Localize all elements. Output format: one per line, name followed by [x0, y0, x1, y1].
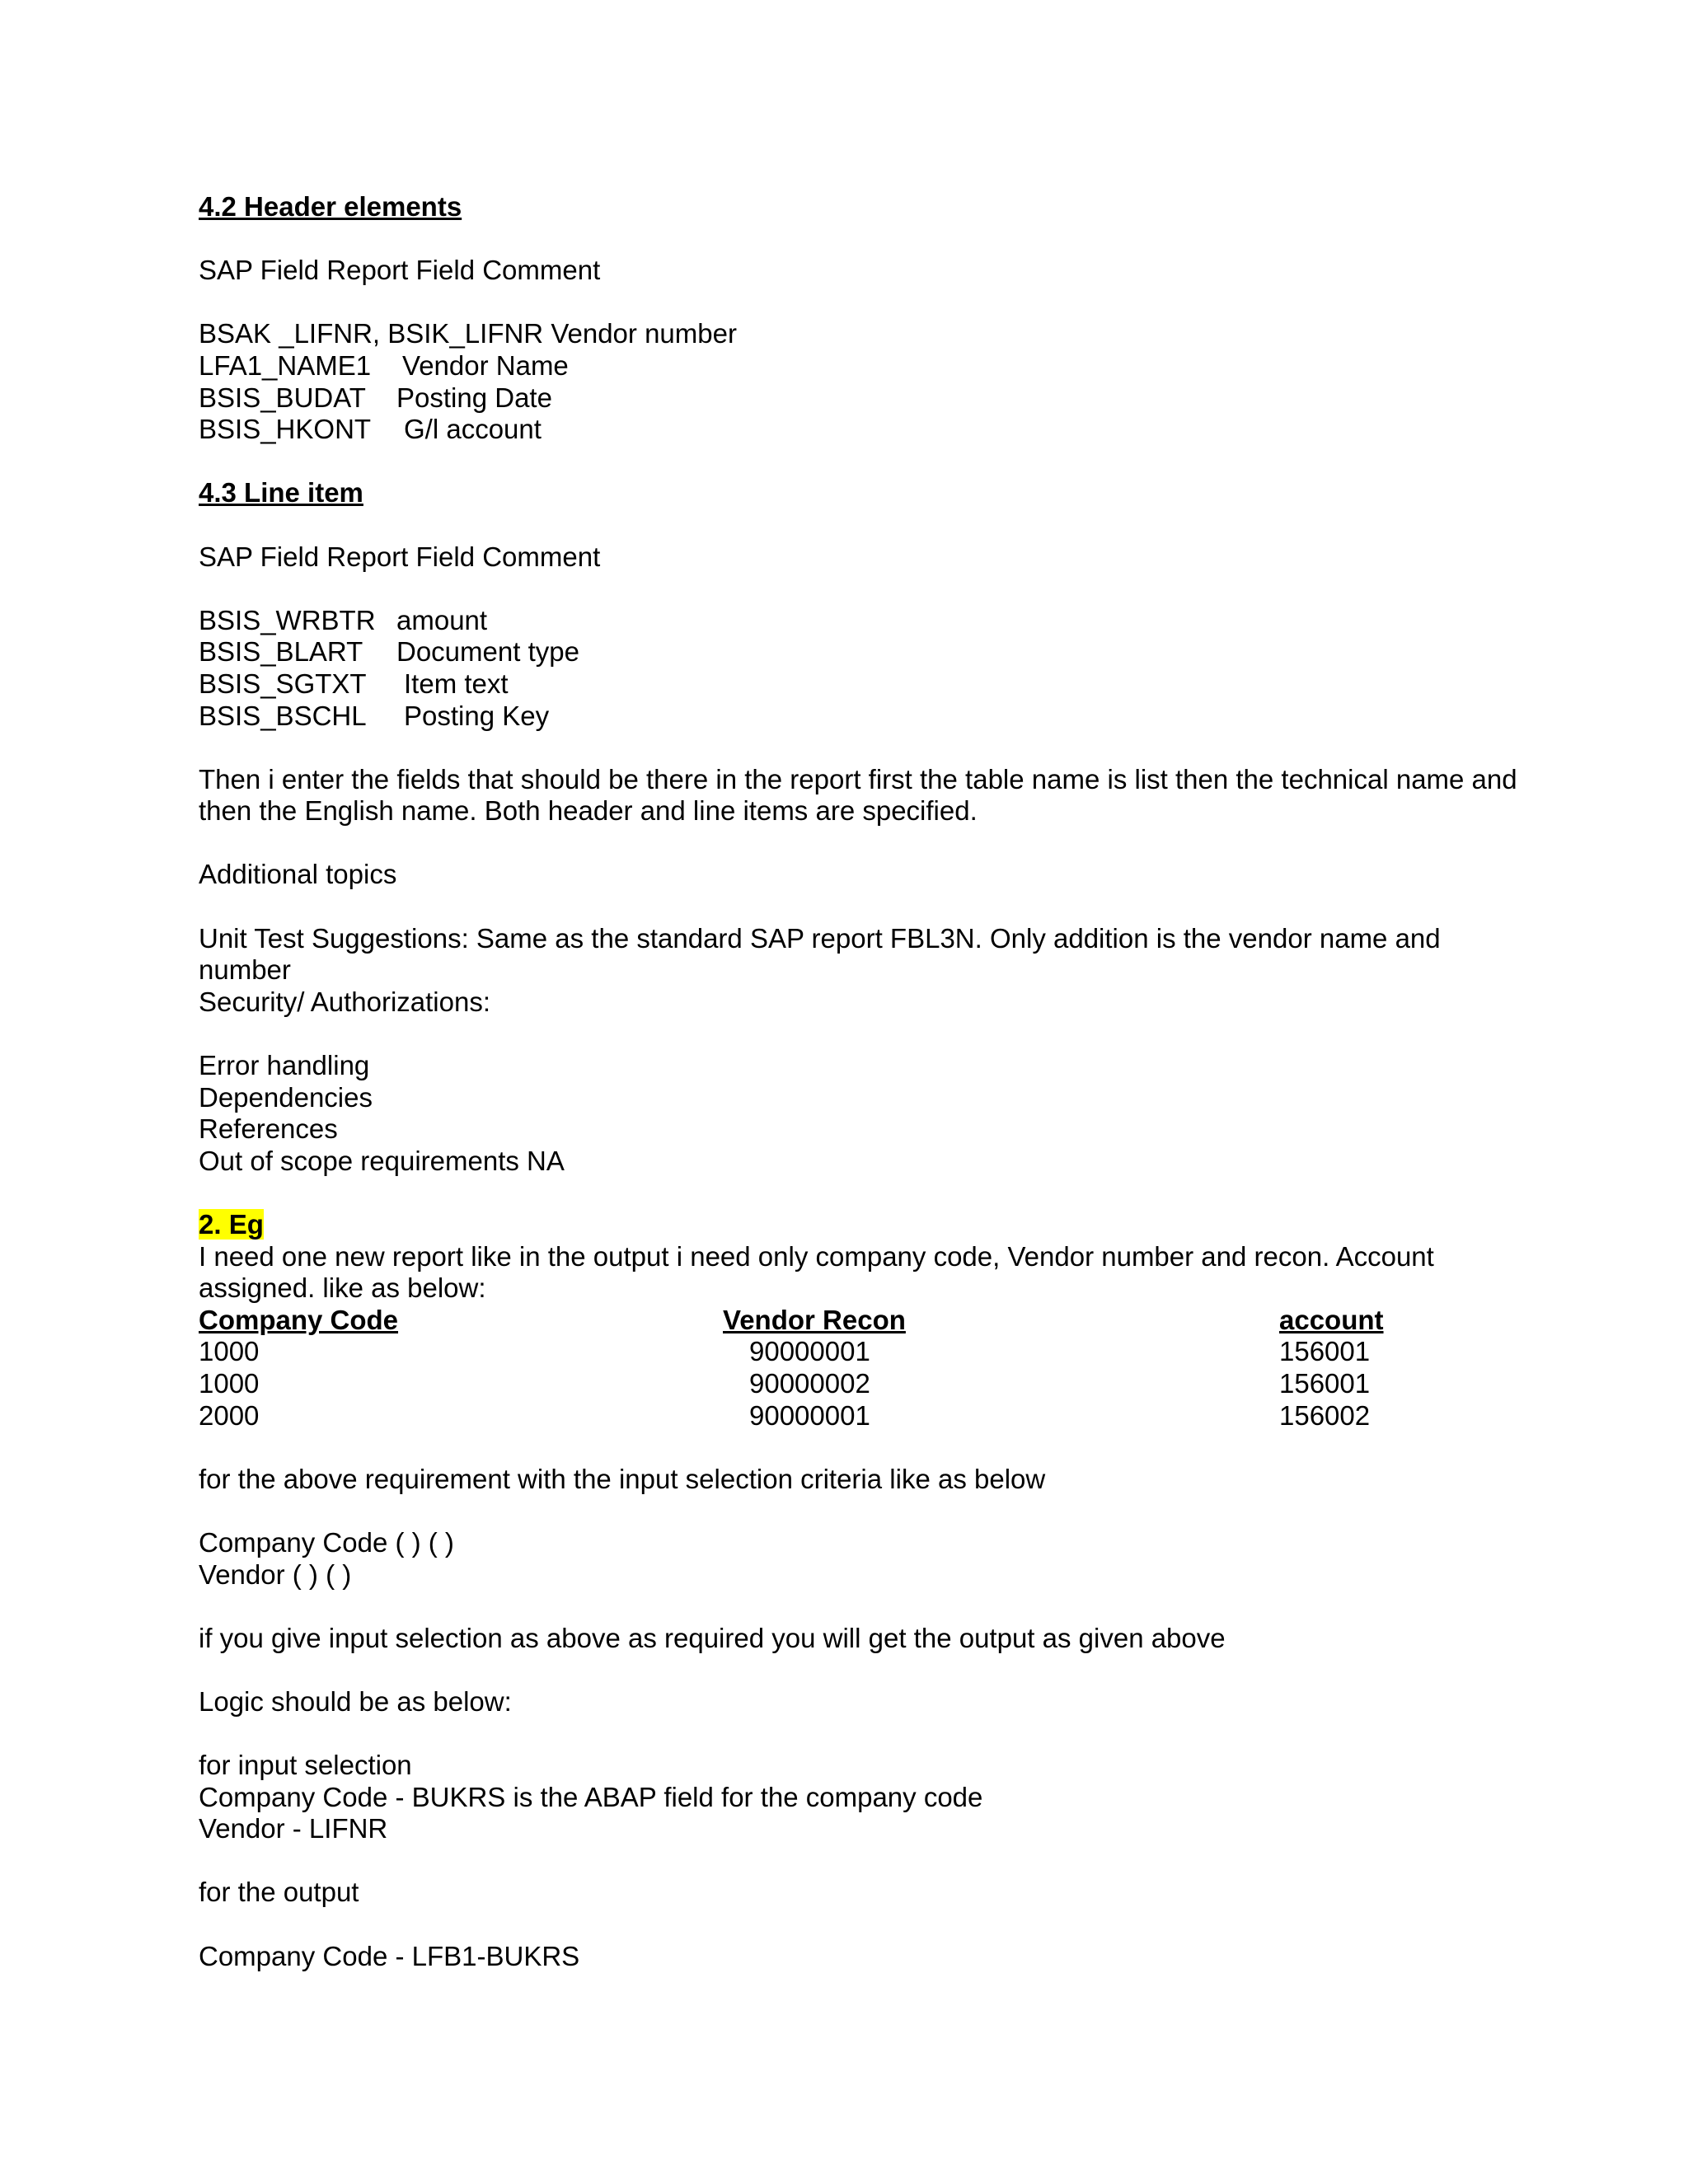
header-field-row [199, 318, 1517, 350]
logic-intro: Logic should be as below: [199, 1685, 512, 1717]
selection-result: if you give input selection as above as required you will get the output as given above [199, 1622, 1226, 1653]
spacer [199, 1018, 1517, 1050]
example-table [199, 1305, 1517, 1432]
line-item-field-row [199, 636, 1517, 668]
header-field-row [199, 382, 1517, 415]
line-item-field-row [199, 668, 1517, 701]
paragraph-fields-explanation: Then i enter the fields that should be there in the report first the table name is list then the technical name and then the English name. Both header and line items are specified. [199, 763, 1517, 827]
table-cell: 2000 [199, 1399, 260, 1431]
table-cell: 90000001 [749, 1336, 870, 1367]
table-row [199, 1368, 1517, 1400]
spacer [199, 223, 1517, 255]
unit-test-suggestions: Unit Test Suggestions: Same as the standard SAP report FBL3N. Only addition is the vendor name and number [199, 922, 1441, 986]
section-heading-line-item: 4.3 Line item [199, 477, 363, 509]
field-desc: amount [396, 604, 488, 635]
spacer [199, 1718, 1517, 1750]
spacer [199, 509, 1517, 541]
selection-field: Company Code ( ) ( ) [199, 1526, 454, 1558]
table-header-row [199, 1305, 1517, 1337]
example-label-line [199, 1209, 1517, 1241]
line-item-fields-list [199, 605, 1517, 732]
spacer [199, 891, 1517, 923]
table-row [199, 1336, 1517, 1368]
topic-item: Out of scope requirements NA [199, 1145, 565, 1176]
input-selection-line: Company Code - BUKRS is the ABAP field for the company code [199, 1781, 983, 1812]
field-desc: Item text [404, 668, 509, 699]
table-row [199, 1400, 1517, 1432]
field-desc: Vendor Name [402, 349, 569, 381]
spacer [199, 827, 1517, 860]
table-header: Vendor Recon [723, 1304, 906, 1335]
table-cell: 1000 [199, 1336, 260, 1367]
line-item-field-row [199, 701, 1517, 733]
topic-item: Error handling [199, 1050, 370, 1081]
field-desc: Document type [396, 636, 579, 668]
topics-list [199, 1050, 1517, 1177]
output-title: for the output [199, 1877, 359, 1908]
topic-item: References [199, 1113, 338, 1145]
spacer [199, 1909, 1517, 1941]
spacer [199, 1495, 1517, 1527]
header-columns-line: SAP Field Report Field Comment [199, 255, 601, 286]
table-cell: 1000 [199, 1367, 260, 1399]
table-cell: 156001 [1279, 1336, 1371, 1367]
spacer [199, 1654, 1517, 1686]
table-header: Company Code [199, 1304, 399, 1335]
field-desc: Posting Key [404, 700, 550, 731]
section-heading-header-elements: 4.2 Header elements [199, 191, 462, 222]
requirement-line: for the above requirement with the input selection criteria like as below [199, 1463, 1046, 1494]
field-name: LFA1_NAME1 [199, 349, 372, 381]
line-item-columns-line: SAP Field Report Field Comment [199, 541, 601, 572]
spacer [199, 732, 1517, 764]
spacer [199, 287, 1517, 319]
field-name: BSIS_BUDAT [199, 382, 366, 413]
spacer [199, 1177, 1517, 1209]
input-selection-line: Vendor - LIFNR [199, 1813, 388, 1844]
field-name: BSIS_BSCHL [199, 700, 367, 731]
spacer [199, 1845, 1517, 1877]
input-selection-title: for input selection [199, 1750, 412, 1781]
header-field-row [199, 414, 1517, 446]
spacer [199, 1591, 1517, 1623]
field-desc: G/l account [404, 414, 542, 445]
table-header: account [1279, 1304, 1384, 1335]
field-name: BSAK _LIFNR, BSIK_LIFNR [199, 318, 544, 349]
selection-field: Vendor ( ) ( ) [199, 1558, 352, 1590]
header-field-row [199, 350, 1517, 382]
example-intro: I need one new report like in the output i need only company code, Vendor number and recon. Account assigned. like as below: [199, 1240, 1434, 1304]
table-cell: 156001 [1279, 1367, 1371, 1399]
table-cell: 90000001 [749, 1399, 870, 1431]
field-name: BSIS_SGTXT [199, 668, 367, 699]
document-page [199, 191, 1517, 1972]
field-name: BSIS_WRBTR [199, 604, 376, 635]
example-label: 2. Eg [199, 1209, 264, 1240]
spacer [199, 1432, 1517, 1464]
field-name: BSIS_BLART [199, 636, 363, 668]
table-cell: 156002 [1279, 1399, 1371, 1431]
field-desc: Posting Date [396, 382, 552, 413]
field-desc: Vendor number [551, 318, 737, 349]
security-authorizations: Security/ Authorizations: [199, 986, 491, 1017]
topic-item: Dependencies [199, 1081, 373, 1113]
additional-topics: Additional topics [199, 859, 397, 890]
spacer [199, 446, 1517, 478]
spacer [199, 573, 1517, 605]
selection-fields [199, 1527, 1517, 1591]
table-cell: 90000002 [749, 1367, 870, 1399]
header-fields-list [199, 318, 1517, 445]
line-item-field-row [199, 605, 1517, 637]
field-name: BSIS_HKONT [199, 414, 372, 445]
output-line: Company Code - LFB1-BUKRS [199, 1940, 580, 1971]
